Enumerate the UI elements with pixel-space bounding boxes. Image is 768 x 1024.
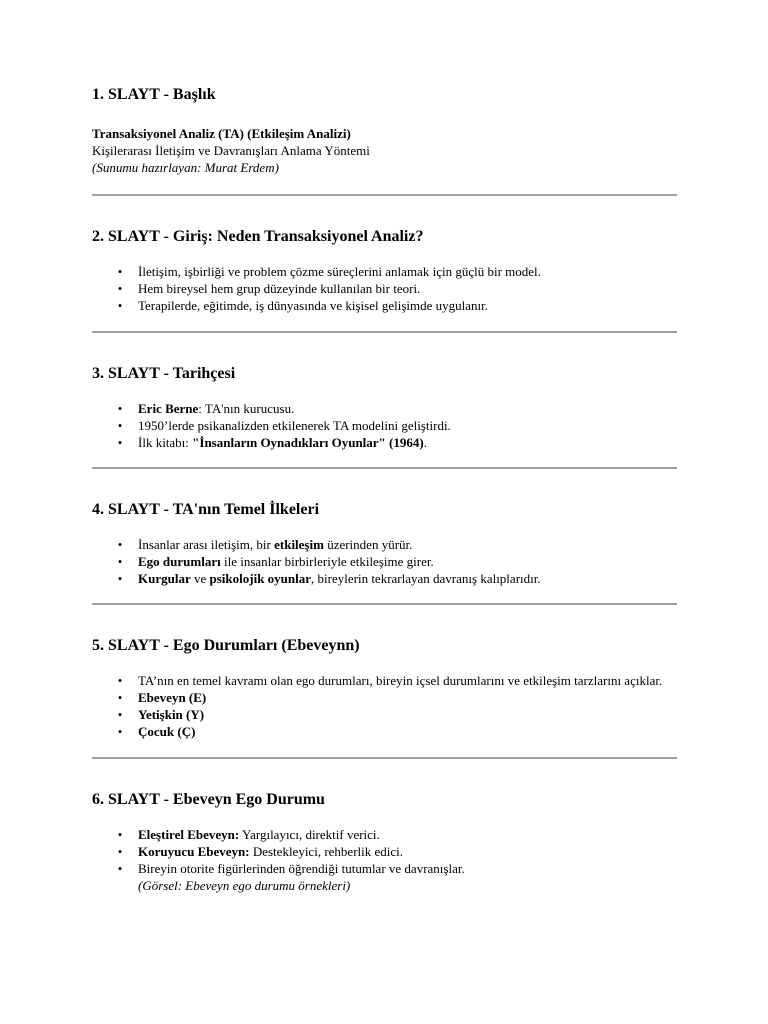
bullet-icon: • [117, 673, 123, 688]
list-item: • 1950’lerde psikanalizden etkilenerek TA modelini geliştirdi. [92, 417, 677, 434]
slide-1-main-title: Transaksiyonel Analiz (TA) (Etkileşim Analizi) [92, 126, 351, 141]
bullet-icon: • [117, 554, 123, 569]
slide-1-intro [92, 125, 677, 176]
bullet-icon: • [117, 690, 123, 705]
section-divider [92, 603, 677, 605]
list-item: • Koruyucu Ebeveyn: Destekleyici, rehberlik edici. [92, 843, 677, 860]
image-note: (Görsel: Ebeveyn ego durumu örnekleri) [138, 878, 351, 893]
slide-1-subtitle: Kişilerarası İletişim ve Davranışları Anlama Yöntemi [92, 143, 370, 158]
list-item: • İletişim, işbirliği ve problem çözme süreçlerini anlamak için güçlü bir model. [92, 263, 677, 280]
list-item: • Eric Berne: TA'nın kurucusu. [92, 400, 677, 417]
section-divider [92, 194, 677, 196]
list-item: • Terapilerde, eğitimde, iş dünyasında ve kişisel gelişimde uygulanır. [92, 297, 677, 314]
bullet-icon: • [117, 298, 123, 313]
slide-2-section [92, 227, 677, 314]
list-item: • Hem bireysel hem grup düzeyinde kullanılan bir teori. [92, 280, 677, 297]
bullet-icon: • [117, 281, 123, 296]
bullet-icon: • [117, 571, 123, 586]
document-page [92, 85, 677, 894]
bullet-icon: • [117, 724, 123, 739]
bullet-icon: • [117, 264, 123, 279]
section-divider [92, 467, 677, 469]
section-divider [92, 331, 677, 333]
slide-4-section [92, 500, 677, 587]
bullet-icon: • [117, 418, 123, 433]
list-item: • Kurgular ve psikolojik oyunlar, bireylerin tekrarlayan davranış kalıplarıdır. [92, 570, 677, 587]
list-item: • İlk kitabı: "İnsanların Oynadıkları Oyunlar" (1964). [92, 434, 677, 451]
slide-6-title: 6. SLAYT - Ebeveyn Ego Durumu [92, 791, 325, 808]
bullet-icon: • [117, 435, 123, 450]
slide-3-title: 3. SLAYT - Tarihçesi [92, 365, 236, 382]
slide-4-bullet-list [92, 536, 677, 587]
list-item: • Ego durumları ile insanlar birbirleriyle etkileşime girer. [92, 553, 677, 570]
slide-6-bullet-list [92, 826, 677, 894]
list-item: • Yetişkin (Y) [92, 706, 677, 723]
slide-2-bullet-list [92, 263, 677, 314]
list-item: • Çocuk (Ç) [92, 723, 677, 740]
slide-4-title: 4. SLAYT - TA'nın Temel İlkeleri [92, 501, 320, 518]
slide-1-title: 1. SLAYT - Başlık [92, 86, 216, 103]
bullet-icon: • [117, 844, 123, 859]
bullet-icon: • [117, 707, 123, 722]
slide-2-title: 2. SLAYT - Giriş: Neden Transaksiyonel Analiz? [92, 228, 424, 245]
slide-3-section [92, 364, 677, 451]
slide-5-title: 5. SLAYT - Ego Durumları (Ebeveynn) [92, 637, 360, 654]
slide-1-author: (Sunumu hazırlayan: Murat Erdem) [92, 160, 279, 175]
slide-5-section [92, 636, 677, 740]
bullet-icon: • [117, 861, 123, 876]
slide-5-bullet-list [92, 672, 677, 740]
slide-3-bullet-list [92, 400, 677, 451]
section-divider [92, 757, 677, 759]
list-item: • Ebeveyn (E) [92, 689, 677, 706]
bullet-icon: • [117, 537, 123, 552]
list-item: • İnsanlar arası iletişim, bir etkileşim üzerinden yürür. [92, 536, 677, 553]
bullet-icon: • [117, 827, 123, 842]
slide-1-section [92, 85, 677, 176]
slide-6-section [92, 790, 677, 894]
list-item: • Eleştirel Ebeveyn: Yargılayıcı, direktif verici. [92, 826, 677, 843]
bullet-icon: • [117, 401, 123, 416]
list-item: • Bireyin otorite figürlerinden öğrendiği tutumlar ve davranışlar. (Görsel: Ebeveyn ego durumu örnekleri) [92, 860, 677, 894]
list-item: • TA’nın en temel kavramı olan ego durumları, bireyin içsel durumlarını ve etkileşim tarzlarını açıklar. [92, 672, 677, 689]
